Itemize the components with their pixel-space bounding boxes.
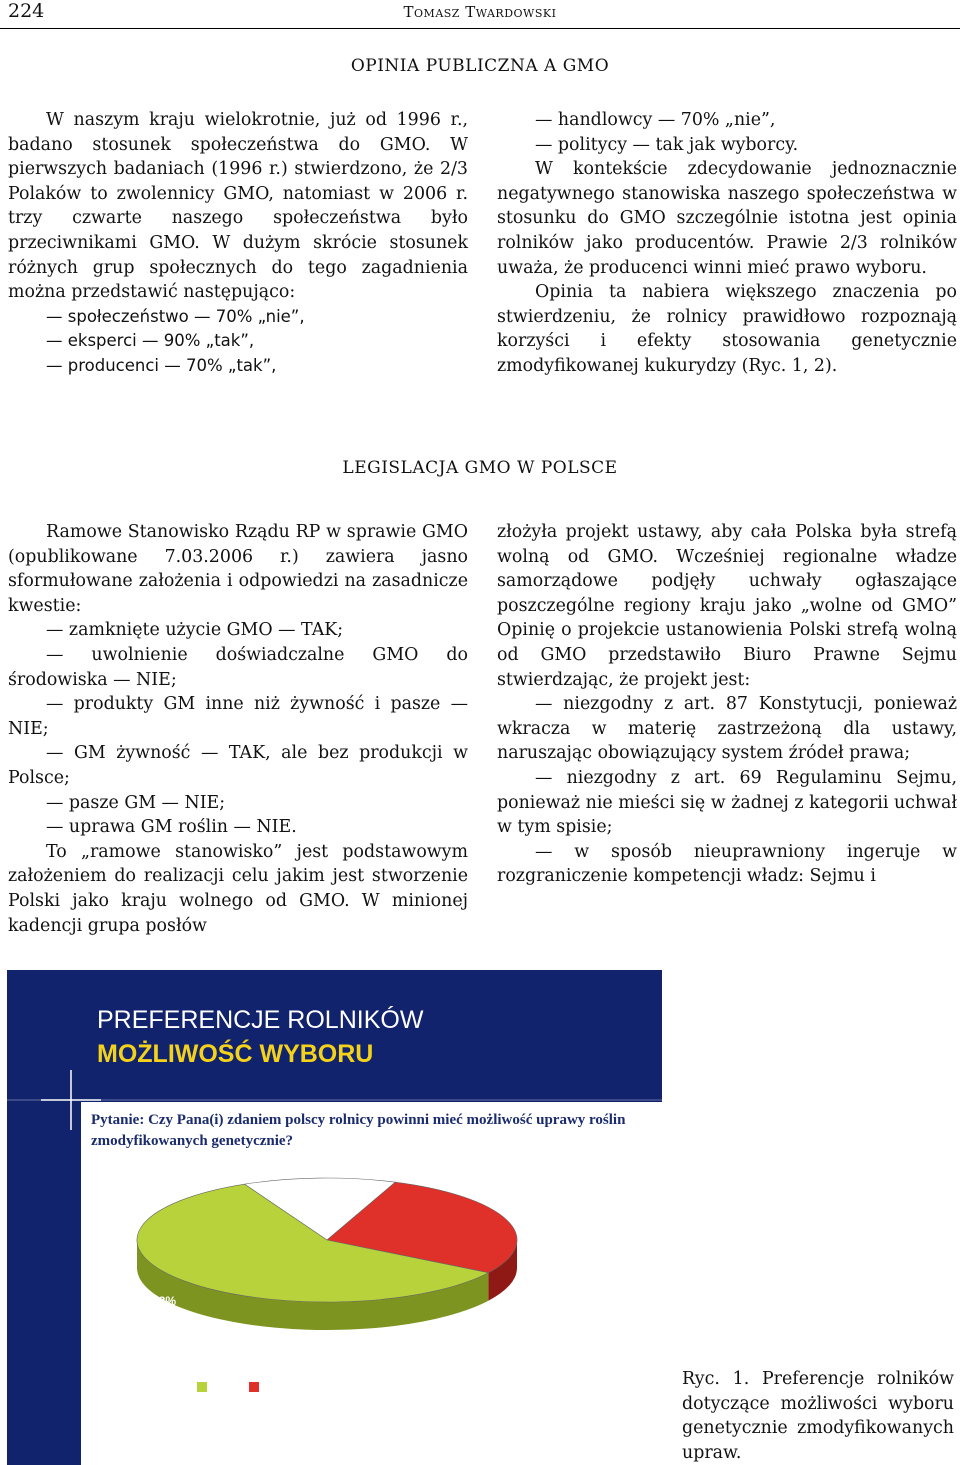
list-item: — GM żywność — TAK, ale bez produkcji w Polsce; [8, 743, 468, 788]
list-item: — producenci — 70% „tak”, [46, 355, 277, 375]
list-item: — pasze GM — NIE; [46, 792, 226, 813]
legend-item-nie-wiem [302, 1380, 482, 1394]
figure-caption: Ryc. 1. Preferencje rolników dotyczące możliwości wyboru genetycznie zmodyfikowanych upraw. [682, 1369, 954, 1463]
running-author: Tomasz Twardowski [403, 3, 557, 21]
legend-item-tak [197, 1380, 229, 1394]
section2-right-paragraph-1: złożyła projekt ustawy, aby cała Polska była strefą wolną od GMO. Wcześniej regionalne władze samorządowe podjęły uchwały ogłaszające poszczególne regiony kraju jako „wolne od GMO” Opinię o projekcie ustanowienia Polski strefą wolną od GMO przedstawiło Biuro Prawne Sejmu stwierdzając, że projekt jest: [497, 522, 957, 690]
list-item: — uwolnienie doświadczalne GMO do środowiska — NIE; [8, 644, 468, 690]
pie-data-label: 28% [152, 1294, 177, 1308]
chart-legend [197, 1380, 481, 1394]
legend-swatch [249, 1382, 259, 1392]
survey-question: Pytanie: Czy Pana(i) zdaniem polscy rolnicy powinni mieć możliwość uprawy roślin zmodyfikowanych genetycznie? [91, 1112, 626, 1149]
legend-swatch [302, 1381, 314, 1393]
section1-right-column [497, 108, 957, 379]
list-item: — politycy — tak jak wyborcy. [535, 134, 799, 155]
list-item: — niezgodny z art. 69 Regulaminu Sejmu, ponieważ nie mieści się w żadnej z kategorii uchwał w tym spisie; [497, 767, 957, 838]
pie-data-label: 13% [257, 1182, 282, 1196]
legend-label: nie [264, 1380, 282, 1394]
section2-left-paragraph-2: To „ramowe stanowisko” jest podstawowym założeniem do realizacji celu jakim jest stworzenie Polski jako kraju wolnego od GMO. W minionej kadencji grupa posłów [8, 841, 468, 936]
section2-right-column [497, 520, 957, 889]
list-item: — w sposób nieuprawniony ingeruje w rozgraniczenie kompetencji władz: Sejmu i [497, 841, 957, 887]
list-item: — społeczeństwo — 70% „nie”, [46, 306, 305, 326]
list-item: — uprawa GM roślin — NIE. [46, 817, 297, 838]
section-title-opinia: OPINIA PUBLICZNA A GMO [350, 56, 610, 76]
list-item: — niezgodny z art. 87 Konstytucji, ponieważ wkracza w materię zastrzeżoną dla ustawy, naruszając obowiązujący system źródeł prawa; [497, 694, 957, 764]
legend-label: nie wiem, trudno powiedzieć [318, 1380, 482, 1394]
section2-left-paragraph-1: Ramowe Stanowisko Rządu RP w sprawie GMO (opublikowane 7.03.2006 r.) zawiera jasno sformułowane założenia i odpowiedzi na zasadnicze kwestie: [8, 522, 468, 616]
list-item: — zamknięte użycie GMO — TAK; [46, 620, 344, 641]
figure-preferencje [7, 970, 662, 1465]
legend-item-nie [249, 1380, 281, 1394]
page-number: 224 [8, 0, 45, 22]
legend-swatch [197, 1382, 207, 1392]
pie-data-label: 59% [547, 1304, 572, 1318]
section1-left-column [8, 108, 468, 379]
section1-left-paragraph: W naszym kraju wielokrotnie, już od 1996 r., badano stosunek społeczeństwa do GMO. W pierwszych badaniach (1996 r.) stwierdzono, że 2/3 Polaków to zwolennicy GMO, natomiast w 2006 r. trzy czwarte naszego społeczeństwa było przeciwnikami GMO. W dużym skrócie stosunek różnych grup społecznych do tego zagadnienia można przedstawić następująco: [8, 110, 468, 303]
page-header [0, 0, 960, 29]
list-item: — eksperci — 90% „tak”, [46, 331, 255, 351]
list-item: — handlowcy — 70% „nie”, [535, 110, 776, 130]
section1-right-paragraph-2: Opinia ta nabiera większego znaczenia po stwierdzeniu, że rolnicy prawidłowo rozpoznają korzyści i efekty stosowania genetycznie zmodyfikowanej kukurydzy (Ryc. 1, 2). [497, 282, 957, 376]
section1-right-paragraph-1: W kontekście zdecydowanie jednoznacznie negatywnego stanowiska naszego społeczeństwa w stosunku do GMO szczególnie istotna jest opinia rolników jako producentów. Prawie 2/3 rolników uważa, że producenci winni mieć prawo wyboru. [497, 159, 957, 278]
figure-subtitle: MOŻLIWOŚĆ WYBORU [97, 1040, 374, 1068]
figure-title: PREFERENCJE ROLNIKÓW [97, 1006, 424, 1034]
list-item: — produkty GM inne niż żywność i pasze — NIE; [8, 694, 468, 739]
section2-left-column [8, 520, 468, 938]
section-title-legislacja: LEGISLACJA GMO W POLSCE [342, 458, 618, 478]
legend-label: tak [212, 1380, 230, 1394]
